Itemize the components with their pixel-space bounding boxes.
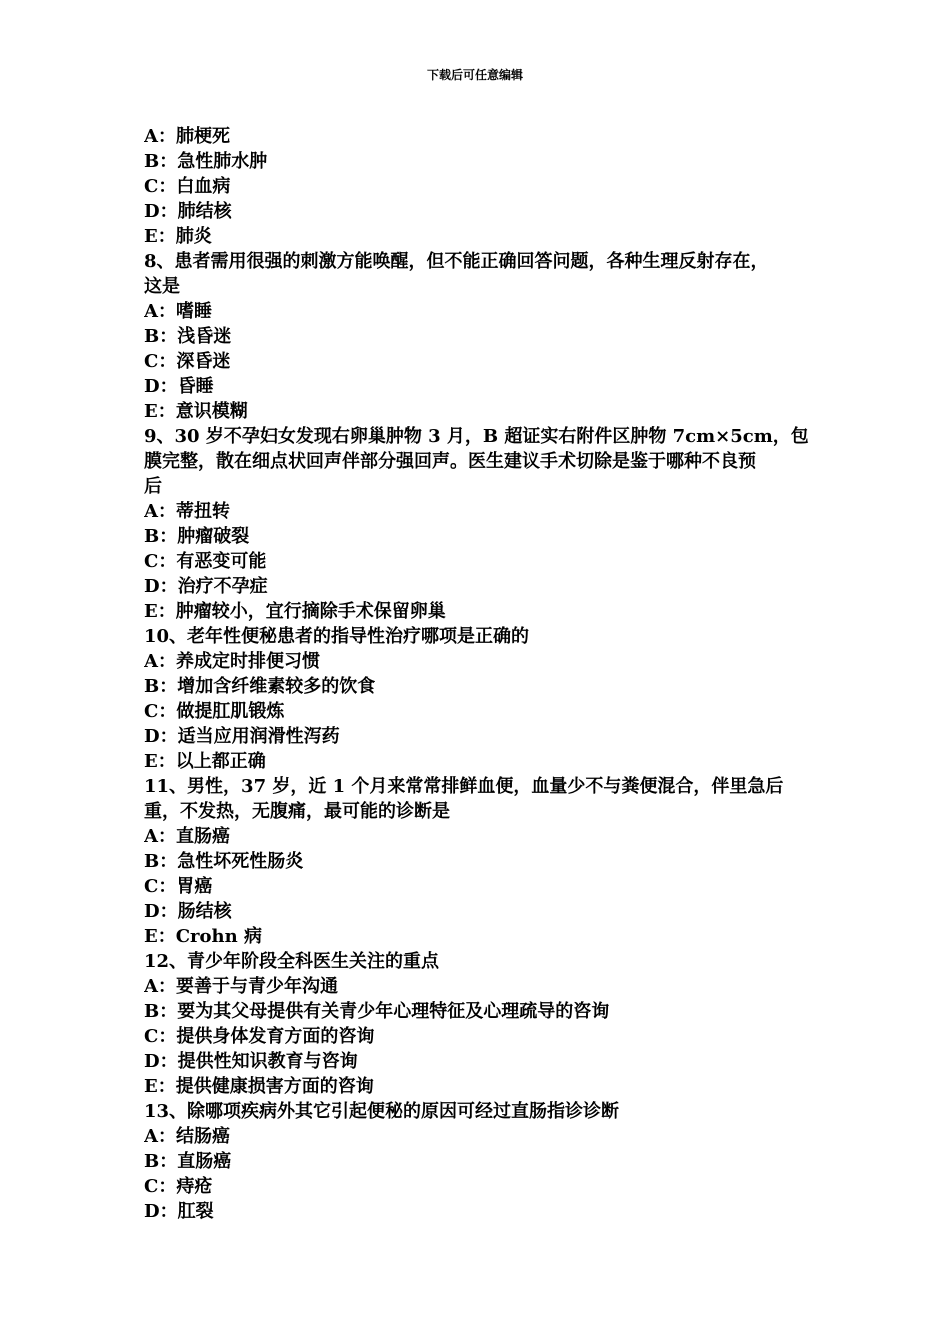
question-line: 10、老年性便秘患者的指导性治疗哪项是正确的 [144,626,530,647]
option-line: D：昏睡 [144,376,214,397]
option-line: D：适当应用润滑性泻药 [144,726,340,747]
option-line: B：肿瘤破裂 [144,526,250,547]
question-line: 8、患者需用很强的刺激方能唤醒，但不能正确回答问题，各种生理反射存在， [144,251,769,272]
option-line: C：做提肛肌锻炼 [144,701,285,722]
option-line: C：白血病 [144,176,231,197]
option-line: C：胃癌 [144,876,213,897]
option-line: D：肠结核 [144,901,232,922]
option-line: A：要善于与青少年沟通 [144,976,338,997]
question-line: 膜完整，散在细点状回声伴部分强回声。医生建议手术切除是鉴于哪种不良预 [144,451,756,472]
option-line: E：肿瘤较小，宜行摘除手术保留卵巢 [144,601,446,622]
option-line: A：肺梗死 [144,126,230,147]
option-line: D：肛裂 [144,1201,214,1222]
option-line: B：直肠癌 [144,1151,232,1172]
option-line: E：以上都正确 [144,751,266,772]
option-line: C：痔疮 [144,1176,213,1197]
option-line: A：结肠癌 [144,1126,230,1147]
option-line: B：要为其父母提供有关青少年心理特征及心理疏导的咨询 [144,1001,610,1022]
option-line: B：增加含纤维素较多的饮食 [144,676,376,697]
option-line: D：肺结核 [144,201,232,222]
option-line: A：养成定时排便习惯 [144,651,320,672]
question-line: 12、青少年阶段全科医生关注的重点 [144,951,440,972]
option-line: E：肺炎 [144,226,212,247]
option-line: C：提供身体发育方面的咨询 [144,1026,375,1047]
option-line: E：Crohn 病 [144,926,262,947]
option-line: C：有恶变可能 [144,551,267,572]
option-line: B：急性坏死性肠炎 [144,851,304,872]
option-line: D：提供性知识教育与咨询 [144,1051,358,1072]
option-line: E：意识模糊 [144,401,248,422]
option-line: B：急性肺水肿 [144,151,268,172]
option-line: A：嗜睡 [144,301,212,322]
option-line: A：直肠癌 [144,826,230,847]
option-line: C：深昏迷 [144,351,231,372]
page-header-note: 下载后可任意编辑 [426,68,523,82]
option-line: D：治疗不孕症 [144,576,268,597]
document-body [144,124,810,1224]
question-line: 重，不发热，无腹痛，最可能的诊断是 [144,801,450,822]
question-line: 11、男性，37 岁，近 1 个月来常常排鲜血便，血量少不与粪便混合，伴里急后 [144,776,784,797]
option-line: A：蒂扭转 [144,501,230,522]
question-line: 后 [144,476,162,497]
option-line: E：提供健康损害方面的咨询 [144,1076,374,1097]
question-line: 这是 [144,276,180,297]
question-line: 13、除哪项疾病外其它引起便秘的原因可经过直肠指诊诊断 [144,1101,620,1122]
question-line: 9、30 岁不孕妇女发现右卵巢肿物 3 月，B 超证实右附件区肿物 7cm×5cm，包 [144,426,809,447]
option-line: B：浅昏迷 [144,326,232,347]
